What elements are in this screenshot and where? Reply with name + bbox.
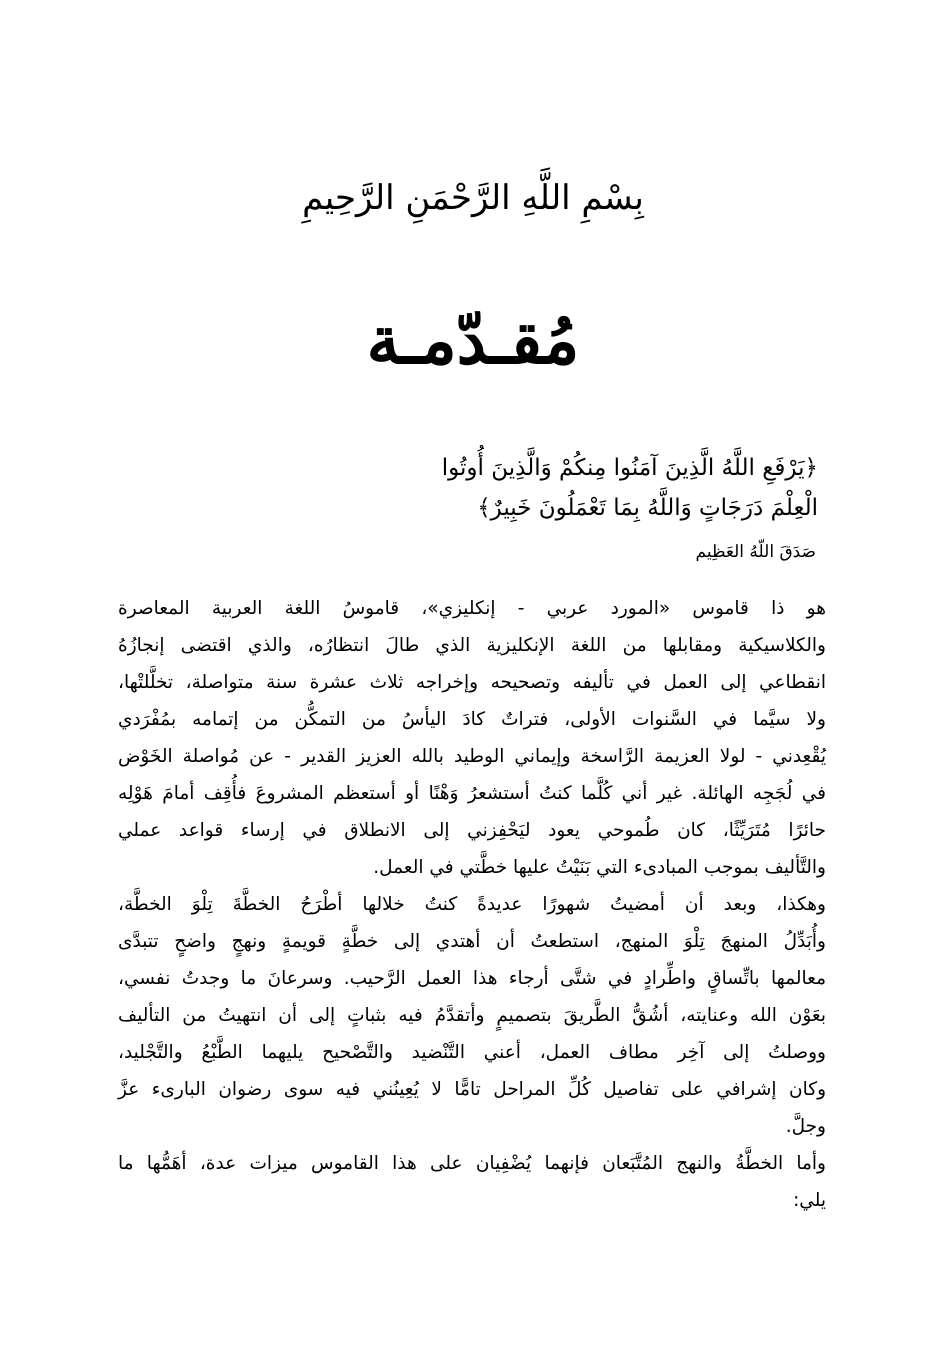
text-line: والكلاسيكية ومقابلها من اللغة الإنكليزية الذي طالَ انتظارُه، والذي اقتضى إنجازُهُ bbox=[118, 635, 826, 656]
verse-line: الْعِلْمَ دَرَجَاتٍ وَاللَّهُ بِمَا تَعْمَلُونَ خَبِيرٌ﴾ bbox=[477, 495, 818, 521]
basmala: بِسْمِ اللَّهِ الرَّحْمَنِ الرَّحِيمِ bbox=[302, 178, 644, 218]
text-line: هو ذا قاموس «المورد عربي - إنكليزي»، قاموسُ اللغة العربية المعاصرة bbox=[118, 598, 826, 619]
text-line: والتَّأليف بموجب المبادىء التي بَنَيْتُ عليها خطَّتي في العمل. bbox=[373, 857, 826, 878]
paragraph bbox=[118, 590, 826, 886]
text-line: وكان إشرافي على تفاصيل كُلِّ المراحل تامًّا لا يُعِينُني فيه سوى رضوان البارىء عزَّ bbox=[118, 1079, 826, 1100]
text-line: ولا سيَّما في السَّنوات الأولى، فتراتٌ كادَ اليأسُ من التمكُّن من إتمامه بمُفْرَدي bbox=[118, 709, 826, 730]
text-line: في لُجَجِه الهائلة. غير أني كُلَّما كنتُ أستشعرُ وَهْنًا أو أستعظم المشروعَ فأُقِف أمامَ هَوْلِه bbox=[118, 783, 826, 804]
text-line: وأُبَدِّلُ المنهجَ تِلْوَ المنهج، استطعتُ أن أهتدي إلى خطَّةٍ قويمةٍ ونهجٍ واضحٍ تتبدَّى bbox=[118, 931, 826, 952]
body-text bbox=[118, 590, 826, 1219]
quranic-verse bbox=[128, 448, 818, 528]
text-line: بعَوْن الله وعنايته، أشُقُّ الطَّريقَ بتصميمٍ وأتقدَّمُ فيه بثباتٍ إلى أن انتهيتُ من التأليف bbox=[118, 1005, 826, 1026]
paragraph bbox=[118, 1145, 826, 1219]
text-line: يلي: bbox=[793, 1190, 826, 1211]
text-line: وأما الخطَّةُ والنهج المُتَّبَعان فإنهما يُضْفِيان على هذا القاموس ميزات عدة، أهَمُّها ما bbox=[118, 1153, 826, 1174]
verse-closing: صَدَقَ اللّهُ العَظِيم bbox=[695, 542, 816, 562]
text-line: يُقْعِدني - لولا العزيمة الرَّاسخة وإيماني الوطيد بالله العزيز القدير - عن مُواصلة الخَوْض bbox=[118, 746, 826, 767]
text-line: حائرًا مُتَرَيِّثًا، كان طُموحي يعود ليَحْفِزني إلى الانطلاق في إرساء قواعد عملي bbox=[118, 820, 826, 841]
text-line: انقطاعي إلى العمل في تأليفه وتصحيحه وإخراجه ثلاث عشرة سنة متواصلة، تخلَّلتْها، bbox=[118, 672, 826, 693]
text-line: وهكذا، وبعد أن أمضيتُ شهورًا عديدةً كنتُ خلالها أطْرَحُ الخطَّةَ تِلْوَ الخطَّة، bbox=[118, 894, 826, 915]
page-title: مُقـدّمـة bbox=[366, 301, 580, 379]
verse-line: ﴿يَرْفَعِ اللَّهُ الَّذِينَ آمَنُوا مِنكُمْ وَالَّذِينَ أُوتُوا bbox=[441, 455, 818, 481]
paragraph bbox=[118, 886, 826, 1145]
text-line: معالمها باتِّساقٍ واطِّرادٍ في شتَّى أرجاء هذا العمل الرَّحيب. وسرعانَ ما وجدتُ نفسي، bbox=[118, 968, 826, 989]
text-line: وجلَّ. bbox=[785, 1116, 826, 1137]
text-line: ووصلتُ إلى آخِر مطاف العمل، أعني التَّنْضيد والتَّصْحيح يليهما الطَّبْعُ والتَّجْليد، bbox=[118, 1042, 826, 1063]
